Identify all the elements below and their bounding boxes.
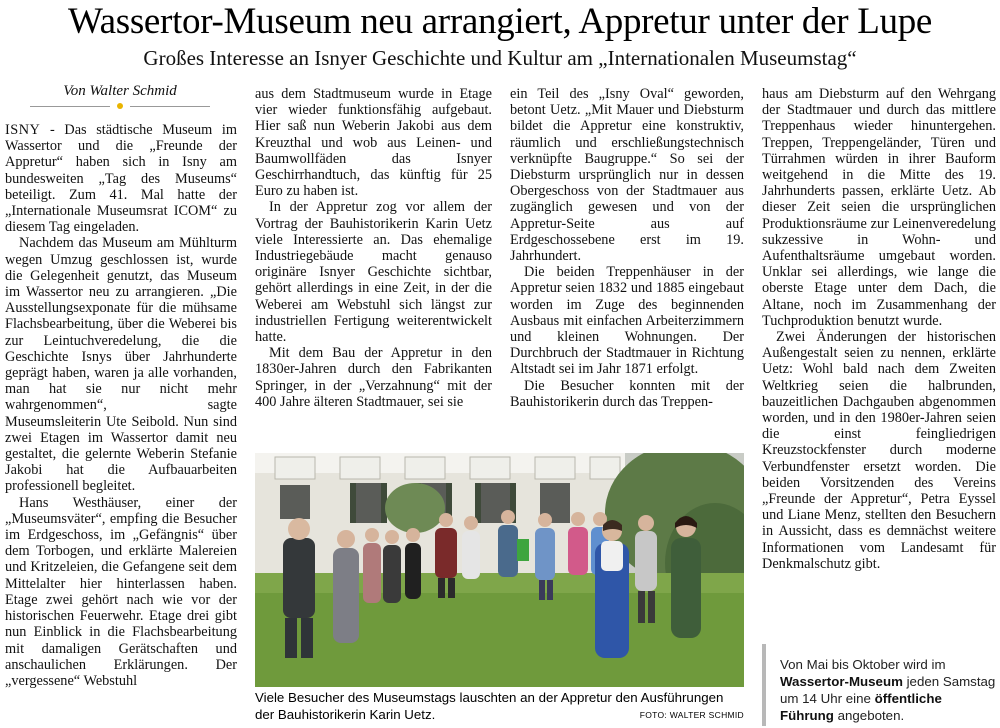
article-column-2: [255, 86, 492, 446]
paragraph: Die Besucher konnten mit der Bauhistorikerin durch das Treppen-: [510, 377, 744, 410]
paragraph: ein Teil des „Isny Oval“ geworden, betont Uetz. „Mit Mauer und Diebsturm bildet die Appretur eine konstruktiv, räumlich und erschließungstechnisch verknüpfte Baugruppe.“ So sei der Diebsturm ursprünglich nur in dessen Obergeschoss von der Stadtmauer aus zugänglich gewesen und von der Appretur-Seite aus auf Erdgeschossebene erst im 19. Jahrhundert.: [510, 86, 744, 265]
info-text-2: jeden Samstag um 14 Uhr eine: [780, 674, 996, 706]
dateline: ISNY: [5, 122, 41, 138]
byline-block: [28, 82, 212, 118]
caption-text: Viele Besucher des Museumstags lauschten an der Appretur den Ausführungen der Bauhistorikerin Karin Uetz.: [255, 690, 724, 722]
photo-caption: [255, 689, 744, 727]
paragraph: Zwei Änderungen der historischen Außengestalt seien zu nennen, erklärte Uetz: Wohl bald nach dem Zweiten Weltkrieg seien die halbrunden, bauzeitlichen Dachgauben abgenommen worden, und in den 1980er-Jahren seien die einst feingliedrigen Kreuzstockfenster durch moderne Verbundfenster ersetzt worden. Die beiden Vorsitzenden des Vereins „Freunde der Appretur“, Petra Eyssel und Liane Menz, stellten den Besuchern in Aussicht, dass es demnächst weitere Informationen vom Landesamt für Denkmalschutz gibt.: [762, 329, 996, 572]
info-bold-2: öffentliche Führung: [780, 691, 942, 723]
paragraph: aus dem Stadtmuseum wurde in Etage vier wieder funktionsfähig aufgebaut. Hier saß nun Weberin Jakobi aus dem Kreuzthal und wob aus Leinen- und Baumwollfäden das Isnyer Geschirrhandtuch, das künftig für 25 Euro zu haben ist.: [255, 86, 492, 200]
paragraph: Die beiden Treppenhäuser in der Appretur seien 1832 und 1885 eingebaut worden im Zuge des beginnenden Ausbaus mit einfachen Arbeiterzimmern und kleinen Wohnungen. Der Durchbruch der Stadtmauer in Richtung Altstadt sei im Jahr 1871 erfolgt.: [510, 264, 744, 378]
paragraph: [5, 122, 237, 235]
photo-illustration: [255, 453, 744, 687]
info-box: [762, 644, 996, 726]
info-text-1: Von Mai bis Oktober wird im: [780, 657, 946, 672]
article-column-3: [510, 86, 744, 446]
paragraph: Mit dem Bau der Appretur in den 1830er-Jahren durch den Fabrikanten Springer, in der „Verzahnung“ mit der 400 Jahre älteren Stadtmauer, sei sie: [255, 345, 492, 410]
byline-rule-right: [130, 106, 210, 107]
article-column-4: [762, 86, 996, 634]
photo-credit: FOTO: WALTER SCHMID: [639, 710, 744, 720]
subheadline: Großes Interesse an Isnyer Geschichte und Kultur am „Internationalen Museumstag“: [143, 46, 857, 70]
headline: Wassertor-Museum neu arrangiert, Appretur unter der Lupe: [67, 1, 933, 42]
paragraph: Hans Westhäuser, einer der „Museumsväter“, empfing die Besucher im Erdgeschoss, im „Gefängnis“ über dem Torbogen, und erklärte Malereien und Kritzeleien, die Gefangene seit dem Mittelalter hier hinterlassen haben. Etage zwei gehört nach wie vor der historischen Feuerwehr. Etage drei gibt nun Einblick in die Flachsbearbeitung mit damaligen Gerätschaften und anschaulichen Erklärungen. Der „vergessene“ Webstuhl: [5, 494, 237, 689]
paragraph: haus am Diebsturm auf den Wehrgang der Stadtmauer und durch das mittlere Treppenhaus wieder hinuntergehen. Treppen, Treppengeländer, Türen und Türrahmen würden in ihrer Bauform weitgehend in die Mitte des 19. Jahrhunderts passen, erklärte Uetz. Ab dieser Zeit seien die ursprünglichen Produktionsräume zur Leinenveredelung sukzessive in Wohn- und Aufenthaltsräume umgebaut worden. Unklar sei allerdings, wie lange die oberste Etage unter dem Dach, die Altane, noch im Zusammenhang der Tuchproduktion benutzt wurde.: [762, 86, 996, 329]
article-photo: [255, 453, 744, 687]
paragraph: Nachdem das Museum am Mühlturm wegen Umzug geschlossen ist, wurde die Gelegenheit genutzt, das Museum im Wassertor neu zu arrangieren. „Die Ausstellungsexponate für die mühsame Flachsbearbeitung, über die Weberei bis zur Leintuchveredelung, die die Geschichte Isnys über Jahrhunderte geprägt haben, waren ja alle vorhanden, man hat sie nur nicht mehr wahrgenommen“, sagte Museumsleiterin Ute Seibold. Nun sind zwei Etagen im Wassertor damit neu gestaltet, die gelernte Weberin Stefanie Jakobi hat die Aufbauarbeiten professionell begleitet.: [5, 235, 237, 495]
byline-rule-left: [30, 106, 110, 107]
byline: Von Walter Schmid: [63, 83, 177, 99]
info-text-3: angeboten.: [833, 708, 905, 723]
paragraph: In der Appretur zog vor allem der Vortrag der Bauhistorikerin Karin Uetz viele Interessierte an. Das ehemalige Industriegebäude macht genauso originäre Isnyer Geschichte sichtbar, gehört allerdings in eine Zeit, in der die Weberei am Webstuhl sich längst zur industriellen Fertigung weiterentwickelt hatte.: [255, 199, 492, 346]
article-column-1: [5, 122, 237, 726]
byline-dot-icon: [117, 103, 123, 109]
paragraph-text: - Das städtische Museum im Wassertor und die „Freunde der Appretur“ haben sich in Isny am bundesweiten „Tag des Museums“ beteiligt. Zum 41. Mal hatte der „Internationale Museumsrat ICOM“ zu diesem Tag eingeladen.: [5, 122, 237, 236]
info-bold-1: Wassertor-Museum: [780, 674, 903, 689]
